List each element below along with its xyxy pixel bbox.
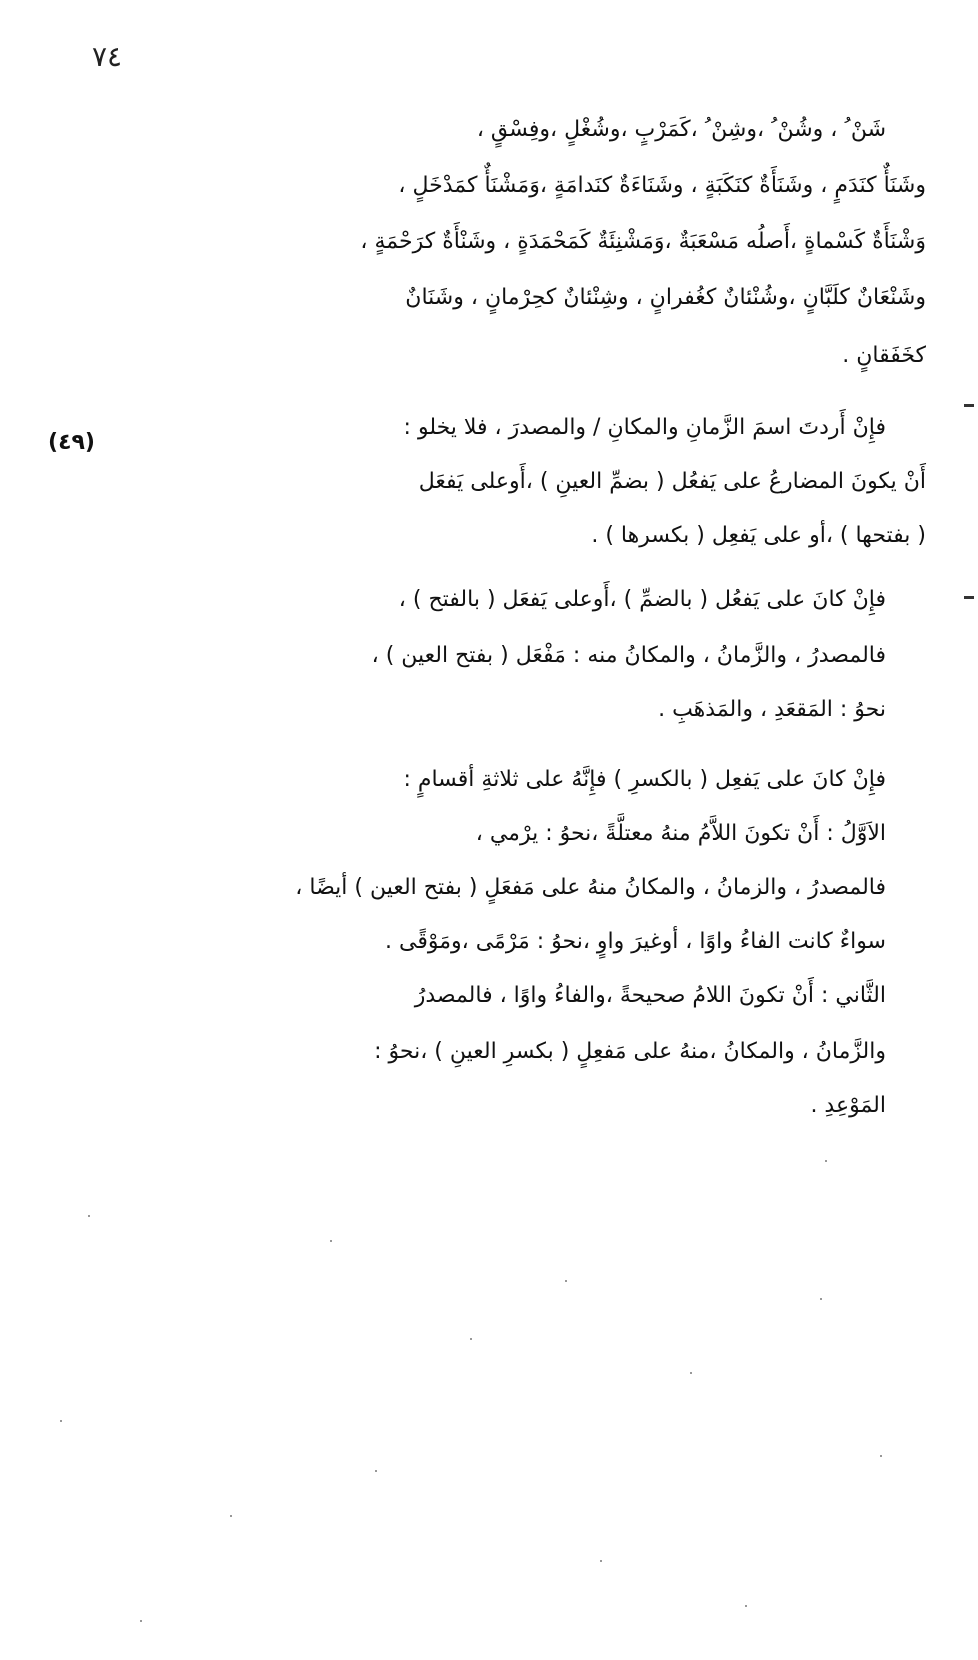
page-number: ٧٤ — [92, 40, 123, 73]
paragraph-4-line-7: المَوْعِدِ . — [810, 1093, 886, 1118]
scan-speck — [880, 1455, 882, 1457]
paragraph-4-line-1: فإِنْ كانَ على يَفعِل ( بالكسرِ ) فإِنَّهُ على ثلاثةِ أقسامٍ : — [403, 767, 886, 792]
margin-mark — [964, 404, 974, 407]
scan-speck — [600, 1560, 602, 1562]
paragraph-1-line-3: وَشْنَأَةٌ كَسْماةٍ ،أَصلُه مَسْعَبَةٌ ،وَمَشْنِئَةٌ كَمَحْمَدَةٍ ، وشَنْأَةٌ كرَحْمَةٍ ، — [360, 229, 926, 254]
scan-speck — [140, 1620, 142, 1622]
scan-speck — [745, 1605, 747, 1607]
paragraph-1-line-2: وشَنَأٌ كنَدَمٍ ، وشَنَأَةٌ كنَكَبَةٍ ، وشَنَاءَةٌ كنَدامَةٍ ،وَمَشْنَأٌ كمَدْخَلٍ ، — [398, 173, 926, 198]
paragraph-1-line-4: وشَنْعَانٌ كلَبَّانٍ ،وشُنْئانٌ كغُفرانٍ ، وشِنْئانٌ كحِرْمانٍ ، وشَنَانٌ — [405, 285, 926, 310]
paragraph-4-line-6: والزَّمانُ ، والمكانُ ،منهُ على مَفعِلٍ ( بكسرِ العينِ ) ،نحوُ : — [374, 1039, 886, 1064]
paragraph-2-line-2: أَنْ يكونَ المضارعُ على يَفعُل ( بضمِّ العينِ ) ،أَوعلى يَفعَل — [418, 469, 926, 494]
paragraph-2-line-3: ( بفتحها ) ،أو على يَفعِل ( بكسرها ) . — [591, 523, 926, 548]
scan-speck — [230, 1515, 232, 1517]
paragraph-3-line-2: فالمصدرُ ، والزَّمانُ ، والمكانُ منه : مَفْعَل ( بفتح العين ) ، — [371, 643, 886, 668]
paragraph-4-line-4: سواءٌ كانت الفاءُ واوًا ، أوغيرَ واوٍ ،نحوُ : مَرْمًى ،ومَوْقًى . — [385, 929, 886, 954]
scan-speck — [825, 1160, 827, 1162]
paragraph-4-line-2: الاَوَّلُ : أَنْ تكونَ اللاَّمُ منهُ معتلَّةً ،نحوُ : يرْمي ، — [475, 821, 886, 846]
paragraph-4-line-3: فالمصدرُ ، والزمانُ ، والمكانُ منهُ على مَفعَلٍ ( بفتح العين ) أيضًا ، — [295, 875, 886, 900]
scan-speck — [330, 1240, 332, 1242]
paragraph-2-line-1: فإِنْ أَردتَ اسمَ الزَّمانِ والمكانِ / والمصدرَ ، فلا يخلو : — [403, 415, 886, 440]
scan-speck — [820, 1298, 822, 1300]
paragraph-3-line-1: فإِنْ كانَ على يَفعُل ( بالضمِّ ) ،أَوعلى يَفعَل ( بالفتح ) ، — [398, 587, 886, 612]
scan-speck — [565, 1280, 567, 1282]
scan-speck — [690, 1372, 692, 1374]
margin-mark — [964, 596, 974, 599]
scan-speck — [470, 1338, 472, 1340]
paragraph-3-line-3: نحوُ : المَقعَدِ ، والمَذهَبِ . — [658, 697, 886, 722]
scan-speck — [60, 1420, 62, 1422]
scan-speck — [375, 1470, 377, 1472]
scan-speck — [88, 1215, 90, 1217]
paragraph-4-line-5: الثَّاني : أَنْ تكونَ اللامُ صحيحةً ،والفاءُ واوًا ، فالمصدرُ — [414, 983, 886, 1008]
paragraph-1-line-5: كخَفَقانٍ . — [842, 343, 926, 368]
margin-number: (٤٩) — [48, 430, 95, 455]
paragraph-1-line-1: شَنْ ُ ، وشُنْ ُ ،وشِنْ ُ ،كَمَرْبٍ ،وشُغْلٍ ،وفِسْقٍ ، — [476, 117, 886, 142]
